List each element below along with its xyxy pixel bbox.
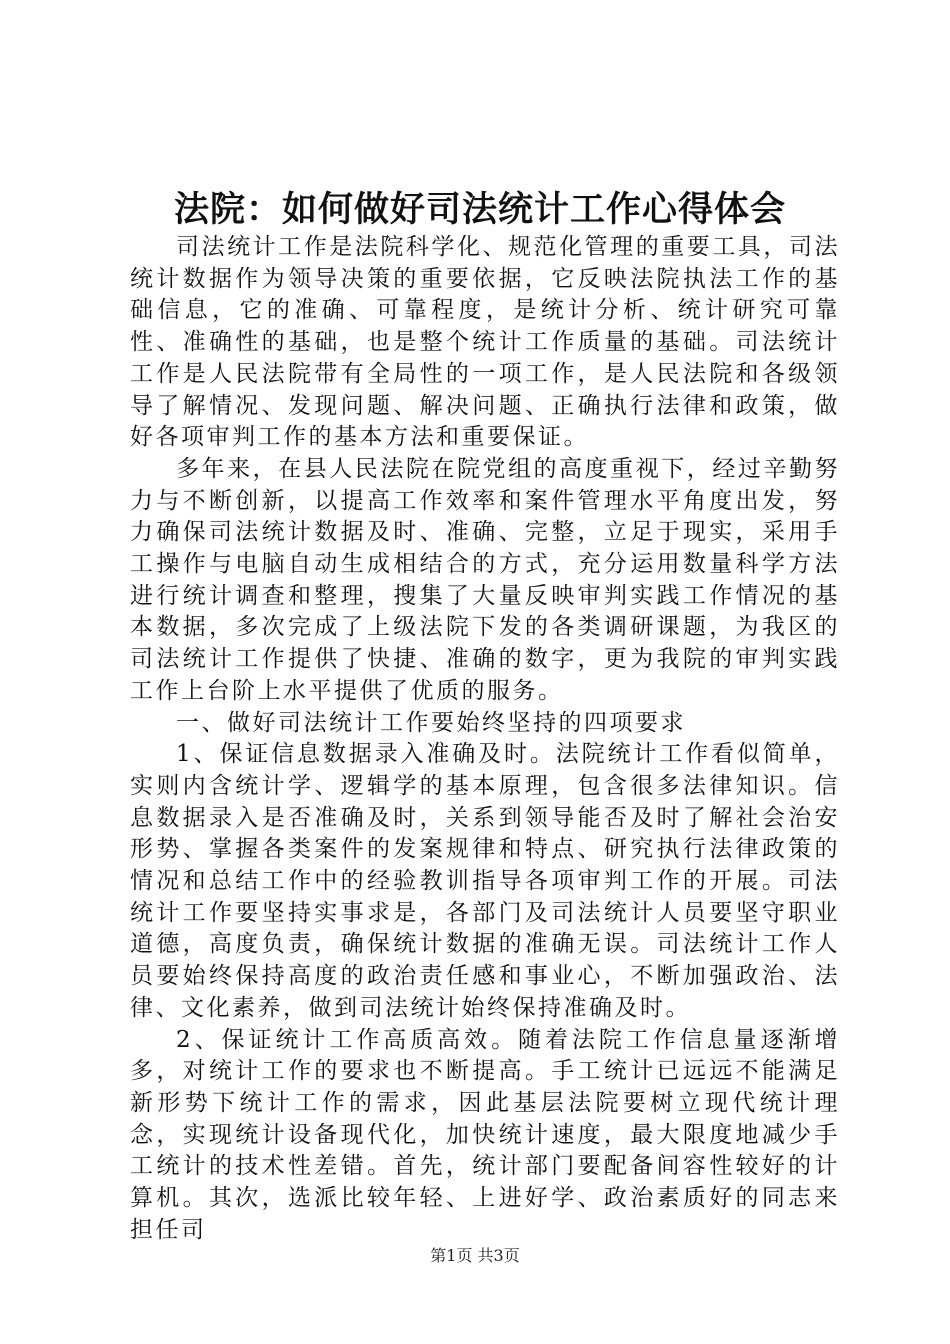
paragraph-background: 多年来，在县人民法院在院党组的高度重视下，经过辛勤努力与不断创新，以提高工作效率和案件管理水平角度出发，努力确保司法统计数据及时、准确、完整，立足于现实，采用手工操作与电脑自动生成相结合的方式，充分运用数量科学方法进行统计调查和整理，搜集了大量反映审判实践工作情况的基本数据，多次完成了上级法院下发的各类调研课题，为我区的司法统计工作提供了快捷、准确的数字，更为我院的审判实践工作上台阶上水平提供了优质的服务。 [130, 455, 840, 704]
paragraph-requirement-1: 1、保证信息数据录入准确及时。法院统计工作看似简单，实则内含统计学、逻辑学的基本原理，包含很多法律知识。信息数据录入是否准确及时，关系到领导能否及时了解社会治安形势、掌握各类案件的发案规律和特点、研究执行法律政策的情况和总结工作中的经验教训指导各项审判工作的开展。司法统计工作要坚持实事求是，各部门及司法统计人员要坚守职业道德，高度负责，确保统计数据的准确无误。司法统计工作人员要始终保持高度的政治责任感和事业心，不断加强政治、法律、文化素养，做到司法统计始终保持准确及时。 [130, 741, 840, 1021]
document-body [130, 232, 840, 1247]
document-title: 法院：如何做好司法统计工作心得体会 [173, 189, 786, 230]
paragraph-intro: 司法统计工作是法院科学化、规范化管理的重要工具，司法统计数据作为领导决策的重要依据，它反映法院执法工作的基础信息，它的准确、可靠程度，是统计分析、统计研究可靠性、准确性的基础，也是整个统计工作质量的基础。司法统计工作是人民法院带有全局性的一项工作，是人民法院和各级领导了解情况、发现问题、解决问题、正确执行法律和政策，做好各项审判工作的基本方法和重要保证。 [130, 234, 840, 451]
page-number-footer: 第1页 共3页 [430, 1246, 520, 1265]
section-heading: 一、做好司法统计工作要始终坚持的四项要求 [176, 709, 686, 736]
paragraph-requirement-2: 2、保证统计工作高质高效。随着法院工作信息量逐渐增多，对统计工作的要求也不断提高。手工统计已远远不能满足新形势下统计工作的需求，因此基层法院要树立现代统计理念，实现统计设备现代化，加快统计速度，最大限度地减少手工统计的技术性差错。首先，统计部门要配备间容性较好的计算机。其次，选派比较年轻、上进好学、政治素质好的同志来担任司 [130, 1026, 840, 1243]
